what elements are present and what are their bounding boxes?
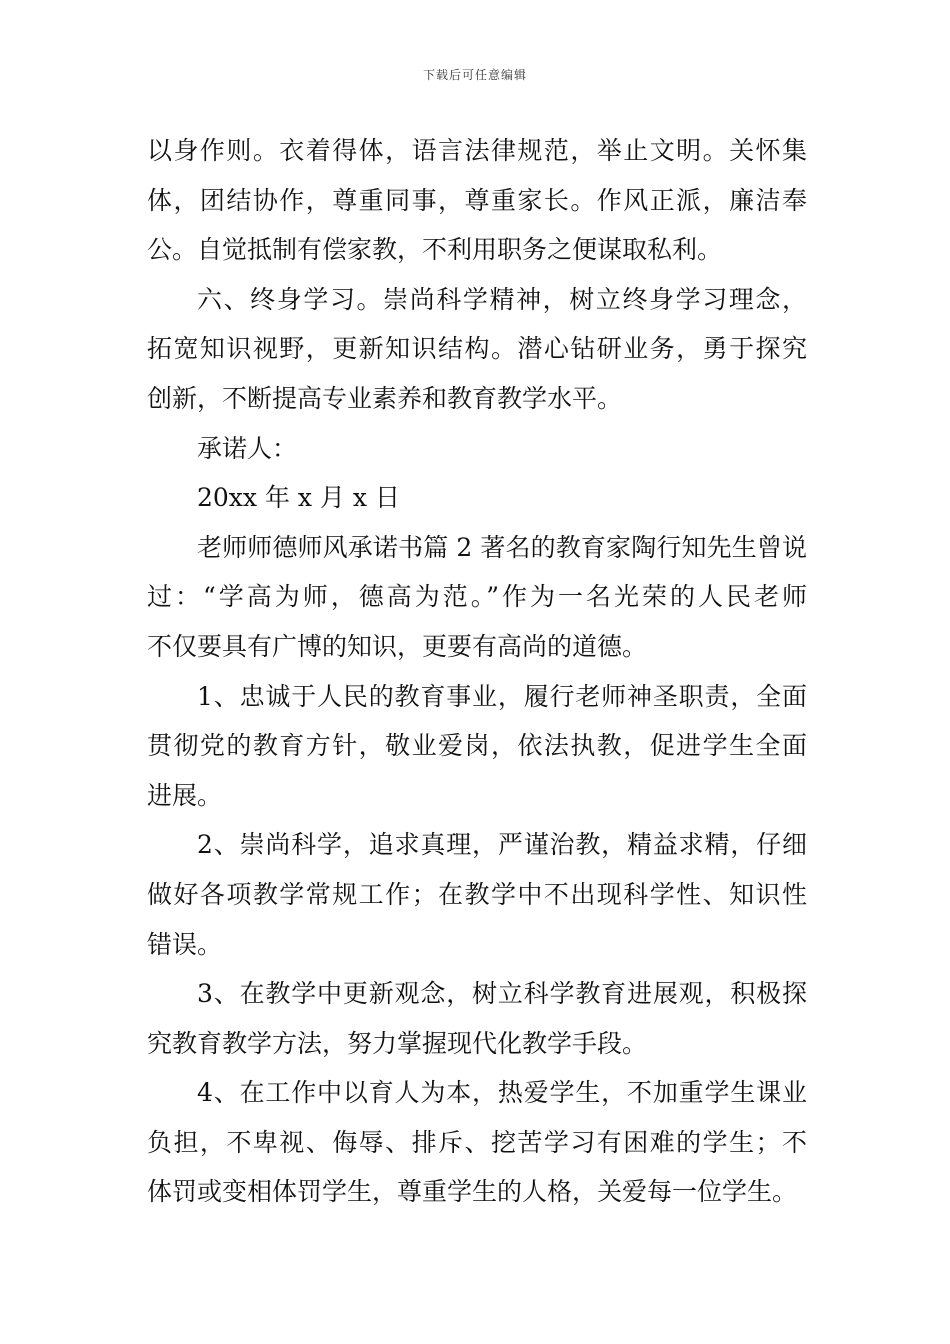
text-line: 贯彻党的教育方针，敬业爱岗，依法执教，促进学生全面 xyxy=(147,731,807,761)
text-line: 体罚或变相体罚学生，尊重学生的人格，关爱每一位学生。 xyxy=(147,1177,798,1207)
text-line: 究教育教学方法，努力掌握现代化教学手段。 xyxy=(147,1028,648,1058)
text-line: 公。自觉抵制有偿家教，不利用职务之便谋取私利。 xyxy=(147,235,723,265)
text-line: 创新，不断提高专业素养和教育教学水平。 xyxy=(147,383,623,413)
text-line: 错误。 xyxy=(147,929,223,959)
text-line: 六、终身学习。崇尚科学精神，树立终身学习理念， xyxy=(197,284,807,314)
header-note: 下载后可任意编辑 xyxy=(422,68,527,82)
text-line: 老师师德师风承诺书篇 2 著名的教育家陶行知先生曾说 xyxy=(197,532,807,562)
text-line: 做好各项教学常规工作；在教学中不出现科学性、知识性 xyxy=(147,879,807,909)
text-line: 2、崇尚科学，追求真理，严谨治教，精益求精，仔细 xyxy=(197,830,807,860)
text-line: 1、忠诚于人民的教育事业，履行老师神圣职责，全面 xyxy=(197,681,807,711)
text-line: 拓宽知识视野，更新知识结构。潜心钻研业务，勇于探究 xyxy=(147,334,807,364)
text-line: 负担，不卑视、侮辱、排斥、挖苦学习有困难的学生；不 xyxy=(147,1127,807,1157)
text-line: 以身作则。衣着得体，语言法律规范，举止文明。关怀集 xyxy=(147,136,807,165)
text-line: 3、在教学中更新观念，树立科学教育进展观，积极探 xyxy=(197,979,807,1009)
signature-date: 20xx 年 x 月 x 日 xyxy=(197,483,400,513)
text-line: 不仅要具有广博的知识，更要有高尚的道德。 xyxy=(147,631,648,661)
signature-label: 承诺人： xyxy=(197,433,298,463)
text-line: 过：“学高为师，德高为范。”作为一名光荣的人民老师 xyxy=(147,582,807,612)
document-body xyxy=(147,126,807,1217)
text-line: 4、在工作中以育人为本，热爱学生，不加重学生课业 xyxy=(197,1078,807,1108)
text-line: 体，团结协作，尊重同事，尊重家长。作风正派，廉洁奉 xyxy=(147,185,807,215)
text-line: 进展。 xyxy=(147,780,223,810)
